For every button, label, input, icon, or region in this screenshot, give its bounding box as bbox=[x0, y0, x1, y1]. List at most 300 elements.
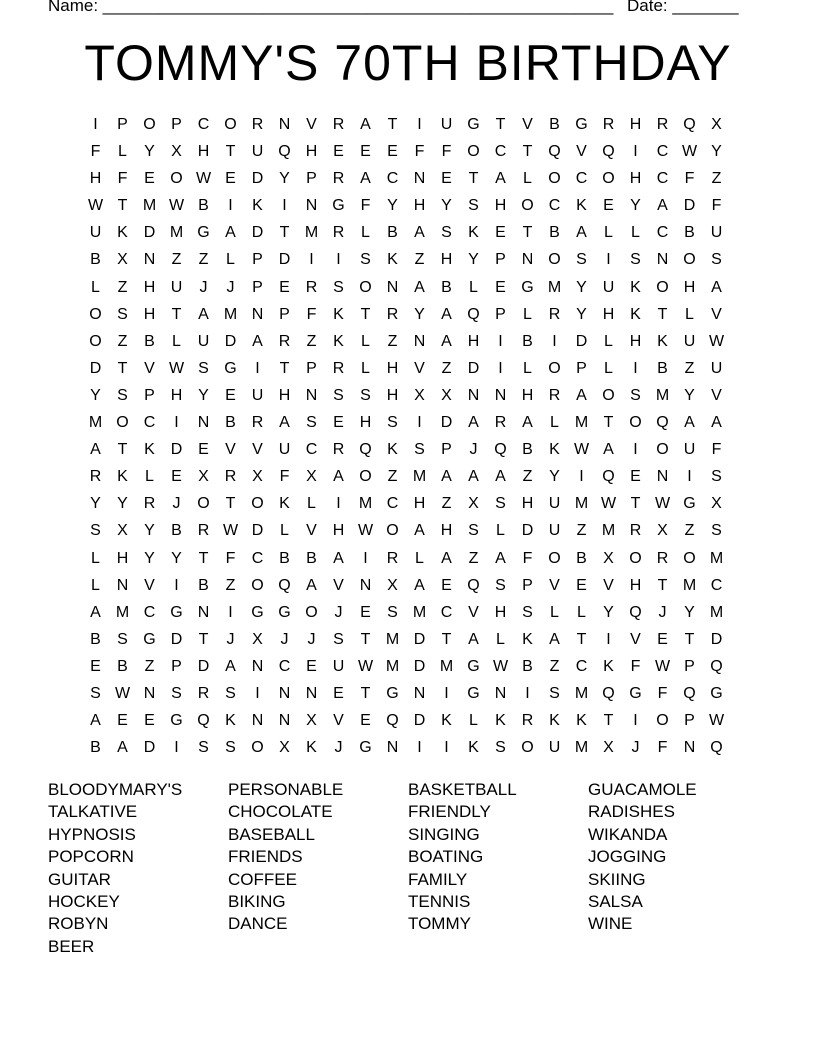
grid-letter[interactable]: P bbox=[495, 251, 506, 269]
grid-letter[interactable]: K bbox=[603, 657, 614, 675]
grid-letter[interactable]: D bbox=[440, 414, 453, 432]
grid-letter[interactable]: V bbox=[522, 116, 533, 133]
grid-letter[interactable]: S bbox=[198, 739, 209, 757]
grid-letter[interactable]: J bbox=[226, 278, 235, 296]
grid-letter[interactable]: A bbox=[576, 224, 587, 242]
grid-letter[interactable]: O bbox=[251, 576, 264, 594]
grid-letter[interactable]: S bbox=[468, 197, 479, 215]
grid-letter[interactable]: F bbox=[360, 197, 371, 215]
grid-letter[interactable]: N bbox=[521, 251, 534, 269]
grid-letter[interactable]: I bbox=[633, 359, 638, 377]
grid-letter[interactable]: Q bbox=[494, 441, 507, 459]
grid-letter[interactable]: V bbox=[468, 603, 479, 621]
grid-letter[interactable]: N bbox=[413, 684, 426, 702]
grid-letter[interactable]: X bbox=[252, 468, 263, 486]
grid-letter[interactable]: X bbox=[603, 549, 614, 567]
grid-letter[interactable]: Y bbox=[279, 170, 290, 188]
grid-letter[interactable]: O bbox=[521, 739, 534, 757]
grid-letter[interactable]: H bbox=[305, 143, 318, 161]
grid-letter[interactable]: W bbox=[168, 197, 185, 215]
grid-letter[interactable]: C bbox=[143, 414, 156, 432]
grid-letter[interactable]: A bbox=[225, 657, 236, 675]
grid-letter[interactable]: Z bbox=[225, 576, 236, 594]
grid-letter[interactable]: R bbox=[386, 549, 399, 567]
grid-letter[interactable]: T bbox=[360, 684, 371, 702]
grid-letter[interactable]: N bbox=[116, 576, 129, 594]
grid-letter[interactable]: A bbox=[441, 305, 452, 323]
grid-letter[interactable]: Q bbox=[386, 712, 399, 730]
grid-letter[interactable]: I bbox=[174, 739, 179, 757]
grid-letter[interactable]: J bbox=[280, 630, 289, 648]
grid-letter[interactable]: I bbox=[336, 495, 341, 513]
grid-letter[interactable]: S bbox=[225, 684, 236, 702]
grid-letter[interactable]: U bbox=[170, 278, 183, 296]
grid-letter[interactable]: I bbox=[687, 468, 692, 486]
grid-letter[interactable]: Q bbox=[548, 143, 561, 161]
grid-letter[interactable]: L bbox=[577, 603, 586, 621]
grid-letter[interactable]: F bbox=[279, 468, 290, 486]
grid-letter[interactable]: R bbox=[251, 414, 264, 432]
grid-letter[interactable]: X bbox=[171, 143, 182, 161]
grid-letter[interactable]: W bbox=[600, 495, 617, 513]
grid-letter[interactable]: W bbox=[195, 170, 212, 188]
grid-letter[interactable]: D bbox=[251, 224, 264, 242]
grid-letter[interactable]: R bbox=[305, 278, 318, 296]
grid-letter[interactable]: X bbox=[414, 386, 425, 404]
grid-letter[interactable]: M bbox=[574, 739, 589, 757]
grid-letter[interactable]: W bbox=[222, 522, 239, 540]
grid-letter[interactable]: S bbox=[333, 278, 344, 296]
grid-letter[interactable]: B bbox=[576, 549, 587, 567]
grid-letter[interactable]: H bbox=[521, 495, 534, 513]
grid-letter[interactable]: G bbox=[710, 684, 723, 702]
grid-letter[interactable]: A bbox=[414, 576, 425, 594]
grid-letter[interactable]: Q bbox=[629, 603, 642, 621]
grid-letter[interactable]: I bbox=[417, 414, 422, 432]
grid-letter[interactable]: I bbox=[174, 414, 179, 432]
grid-letter[interactable]: D bbox=[224, 332, 237, 350]
grid-letter[interactable]: M bbox=[655, 386, 670, 404]
grid-letter[interactable]: C bbox=[386, 170, 399, 188]
grid-letter[interactable]: A bbox=[90, 603, 101, 621]
grid-letter[interactable]: A bbox=[360, 116, 371, 133]
grid-letter[interactable]: N bbox=[278, 116, 291, 133]
grid-letter[interactable]: H bbox=[629, 332, 642, 350]
grid-letter[interactable]: A bbox=[711, 278, 722, 296]
grid-letter[interactable]: F bbox=[522, 549, 533, 567]
grid-letter[interactable]: P bbox=[441, 441, 452, 459]
grid-letter[interactable]: L bbox=[361, 359, 370, 377]
grid-letter[interactable]: M bbox=[304, 224, 319, 242]
grid-letter[interactable]: Y bbox=[198, 386, 209, 404]
grid-letter[interactable]: H bbox=[629, 170, 642, 188]
grid-letter[interactable]: E bbox=[495, 224, 506, 242]
grid-letter[interactable]: I bbox=[93, 116, 98, 133]
grid-letter[interactable]: D bbox=[413, 657, 426, 675]
grid-letter[interactable]: E bbox=[495, 278, 506, 296]
grid-letter[interactable]: U bbox=[197, 332, 210, 350]
grid-letter[interactable]: P bbox=[306, 359, 317, 377]
grid-letter[interactable]: U bbox=[683, 441, 696, 459]
grid-letter[interactable]: E bbox=[441, 576, 452, 594]
grid-letter[interactable]: L bbox=[496, 630, 505, 648]
grid-letter[interactable]: Z bbox=[198, 251, 209, 269]
grid-letter[interactable]: N bbox=[305, 684, 318, 702]
grid-letter[interactable]: M bbox=[412, 468, 427, 486]
grid-letter[interactable]: F bbox=[90, 143, 101, 161]
grid-letter[interactable]: P bbox=[252, 278, 263, 296]
grid-letter[interactable]: A bbox=[360, 170, 371, 188]
grid-letter[interactable]: X bbox=[306, 712, 317, 730]
grid-letter[interactable]: X bbox=[711, 495, 722, 513]
grid-letter[interactable]: V bbox=[711, 305, 722, 323]
grid-letter[interactable]: A bbox=[549, 630, 560, 648]
grid-letter[interactable]: V bbox=[252, 441, 263, 459]
grid-letter[interactable]: L bbox=[91, 278, 100, 296]
grid-letter[interactable]: S bbox=[630, 386, 641, 404]
grid-letter[interactable]: A bbox=[117, 739, 128, 757]
grid-letter[interactable]: A bbox=[414, 278, 425, 296]
grid-letter[interactable]: T bbox=[495, 116, 506, 133]
grid-letter[interactable]: I bbox=[417, 739, 422, 757]
grid-letter[interactable]: G bbox=[170, 712, 183, 730]
grid-letter[interactable]: T bbox=[468, 170, 479, 188]
grid-letter[interactable]: J bbox=[334, 739, 343, 757]
grid-letter[interactable]: L bbox=[469, 278, 478, 296]
grid-letter[interactable]: W bbox=[654, 495, 671, 513]
grid-letter[interactable]: P bbox=[279, 305, 290, 323]
grid-letter[interactable]: N bbox=[305, 197, 318, 215]
grid-letter[interactable]: P bbox=[576, 359, 587, 377]
grid-letter[interactable]: H bbox=[359, 414, 372, 432]
grid-letter[interactable]: H bbox=[440, 251, 453, 269]
grid-letter[interactable]: V bbox=[549, 576, 560, 594]
grid-letter[interactable]: S bbox=[360, 386, 371, 404]
grid-letter[interactable]: Z bbox=[117, 332, 128, 350]
grid-letter[interactable]: R bbox=[278, 332, 291, 350]
grid-letter[interactable]: B bbox=[522, 332, 533, 350]
name-field-label[interactable]: Name: ______________________________________________________ bbox=[48, 0, 614, 15]
grid-letter[interactable]: G bbox=[683, 495, 696, 513]
grid-letter[interactable]: L bbox=[172, 332, 181, 350]
grid-letter[interactable]: S bbox=[117, 386, 128, 404]
grid-letter[interactable]: B bbox=[198, 576, 209, 594]
grid-letter[interactable]: M bbox=[574, 684, 589, 702]
grid-letter[interactable]: N bbox=[494, 386, 507, 404]
grid-letter[interactable]: K bbox=[630, 278, 641, 296]
grid-letter[interactable]: T bbox=[117, 197, 128, 215]
grid-letter[interactable]: A bbox=[522, 414, 533, 432]
grid-letter[interactable]: Q bbox=[602, 468, 615, 486]
grid-letter[interactable]: T bbox=[387, 116, 398, 133]
grid-letter[interactable]: E bbox=[90, 657, 101, 675]
grid-letter[interactable]: E bbox=[306, 657, 317, 675]
grid-letter[interactable]: U bbox=[89, 224, 102, 242]
grid-letter[interactable]: C bbox=[386, 495, 399, 513]
grid-letter[interactable]: A bbox=[468, 468, 479, 486]
grid-letter[interactable]: F bbox=[306, 305, 317, 323]
grid-letter[interactable]: F bbox=[414, 143, 425, 161]
grid-letter[interactable]: X bbox=[387, 576, 398, 594]
grid-letter[interactable]: P bbox=[684, 712, 695, 730]
grid-letter[interactable]: I bbox=[498, 359, 503, 377]
grid-letter[interactable]: W bbox=[681, 143, 698, 161]
grid-letter[interactable]: K bbox=[117, 468, 128, 486]
grid-letter[interactable]: X bbox=[252, 630, 263, 648]
grid-letter[interactable]: I bbox=[444, 684, 449, 702]
grid-letter[interactable]: I bbox=[606, 630, 611, 648]
grid-letter[interactable]: D bbox=[197, 657, 210, 675]
grid-letter[interactable]: D bbox=[467, 359, 480, 377]
grid-letter[interactable]: N bbox=[197, 414, 210, 432]
grid-letter[interactable]: P bbox=[684, 657, 695, 675]
grid-letter[interactable]: O bbox=[467, 143, 480, 161]
grid-letter[interactable]: A bbox=[468, 414, 479, 432]
grid-letter[interactable]: I bbox=[579, 468, 584, 486]
grid-letter[interactable]: T bbox=[360, 630, 371, 648]
grid-letter[interactable]: E bbox=[360, 603, 371, 621]
grid-letter[interactable]: L bbox=[523, 170, 532, 188]
grid-letter[interactable]: N bbox=[251, 712, 264, 730]
grid-letter[interactable]: P bbox=[171, 657, 182, 675]
grid-letter[interactable]: Q bbox=[683, 116, 696, 133]
grid-letter[interactable]: X bbox=[468, 495, 479, 513]
grid-letter[interactable]: A bbox=[90, 441, 101, 459]
grid-letter[interactable]: M bbox=[223, 305, 238, 323]
grid-letter[interactable]: N bbox=[251, 305, 264, 323]
grid-letter[interactable]: B bbox=[144, 332, 155, 350]
grid-letter[interactable]: U bbox=[548, 522, 561, 540]
grid-letter[interactable]: V bbox=[711, 386, 722, 404]
grid-letter[interactable]: C bbox=[197, 116, 210, 133]
grid-letter[interactable]: I bbox=[309, 251, 314, 269]
grid-letter[interactable]: Z bbox=[576, 522, 587, 540]
grid-letter[interactable]: N bbox=[386, 739, 399, 757]
grid-letter[interactable]: O bbox=[656, 278, 669, 296]
grid-letter[interactable]: Z bbox=[144, 657, 155, 675]
grid-letter[interactable]: K bbox=[468, 224, 479, 242]
grid-letter[interactable]: N bbox=[251, 657, 264, 675]
grid-letter[interactable]: M bbox=[682, 576, 697, 594]
grid-letter[interactable]: R bbox=[332, 359, 345, 377]
grid-letter[interactable]: O bbox=[143, 116, 156, 133]
grid-letter[interactable]: L bbox=[550, 603, 559, 621]
grid-letter[interactable]: T bbox=[657, 305, 668, 323]
grid-letter[interactable]: J bbox=[469, 441, 478, 459]
grid-letter[interactable]: H bbox=[683, 278, 696, 296]
grid-letter[interactable]: B bbox=[306, 549, 317, 567]
grid-letter[interactable]: T bbox=[522, 143, 533, 161]
grid-letter[interactable]: Q bbox=[278, 143, 291, 161]
grid-letter[interactable]: R bbox=[332, 116, 345, 133]
grid-letter[interactable]: O bbox=[683, 549, 696, 567]
grid-letter[interactable]: D bbox=[251, 522, 264, 540]
grid-letter[interactable]: F bbox=[711, 441, 722, 459]
grid-letter[interactable]: M bbox=[439, 657, 454, 675]
grid-letter[interactable]: L bbox=[118, 143, 127, 161]
grid-letter[interactable]: Q bbox=[197, 712, 210, 730]
grid-letter[interactable]: H bbox=[143, 278, 156, 296]
grid-letter[interactable]: L bbox=[469, 712, 478, 730]
grid-letter[interactable]: D bbox=[251, 170, 264, 188]
grid-letter[interactable]: G bbox=[467, 684, 480, 702]
grid-letter[interactable]: Y bbox=[576, 278, 587, 296]
grid-letter[interactable]: E bbox=[333, 414, 344, 432]
grid-letter[interactable]: F bbox=[657, 739, 668, 757]
grid-letter[interactable]: J bbox=[631, 739, 640, 757]
grid-letter[interactable]: R bbox=[521, 712, 534, 730]
grid-letter[interactable]: H bbox=[89, 170, 102, 188]
grid-letter[interactable]: S bbox=[387, 414, 398, 432]
grid-letter[interactable]: I bbox=[525, 684, 530, 702]
grid-letter[interactable]: E bbox=[360, 712, 371, 730]
grid-letter[interactable]: S bbox=[441, 224, 452, 242]
grid-letter[interactable]: W bbox=[357, 522, 374, 540]
grid-letter[interactable]: N bbox=[656, 251, 669, 269]
grid-letter[interactable]: S bbox=[90, 684, 101, 702]
grid-letter[interactable]: Y bbox=[144, 549, 155, 567]
grid-letter[interactable]: L bbox=[226, 251, 235, 269]
grid-letter[interactable]: H bbox=[602, 305, 615, 323]
grid-letter[interactable]: O bbox=[251, 495, 264, 513]
grid-letter[interactable]: L bbox=[91, 576, 100, 594]
grid-letter[interactable]: K bbox=[549, 712, 560, 730]
grid-letter[interactable]: S bbox=[711, 468, 722, 486]
grid-letter[interactable]: Z bbox=[441, 495, 452, 513]
grid-letter[interactable]: Q bbox=[602, 143, 615, 161]
grid-letter[interactable]: B bbox=[279, 549, 290, 567]
grid-letter[interactable]: O bbox=[602, 170, 615, 188]
grid-letter[interactable]: O bbox=[359, 278, 372, 296]
grid-letter[interactable]: E bbox=[333, 143, 344, 161]
grid-letter[interactable]: R bbox=[89, 468, 102, 486]
grid-letter[interactable]: S bbox=[333, 630, 344, 648]
grid-letter[interactable]: A bbox=[495, 170, 506, 188]
grid-letter[interactable]: T bbox=[117, 441, 128, 459]
grid-letter[interactable]: S bbox=[117, 630, 128, 648]
grid-letter[interactable]: R bbox=[332, 224, 345, 242]
grid-letter[interactable]: C bbox=[548, 197, 561, 215]
grid-letter[interactable]: M bbox=[574, 414, 589, 432]
grid-letter[interactable]: X bbox=[117, 251, 128, 269]
grid-letter[interactable]: Y bbox=[441, 197, 452, 215]
grid-letter[interactable]: H bbox=[413, 197, 426, 215]
grid-letter[interactable]: M bbox=[709, 549, 724, 567]
grid-letter[interactable]: F bbox=[657, 684, 668, 702]
grid-letter[interactable]: W bbox=[708, 712, 725, 730]
grid-letter[interactable]: S bbox=[90, 522, 101, 540]
grid-letter[interactable]: E bbox=[333, 684, 344, 702]
grid-letter[interactable]: E bbox=[576, 576, 587, 594]
grid-letter[interactable]: Z bbox=[387, 332, 398, 350]
grid-letter[interactable]: A bbox=[414, 224, 425, 242]
grid-letter[interactable]: I bbox=[228, 603, 233, 621]
grid-letter[interactable]: L bbox=[415, 549, 424, 567]
grid-letter[interactable]: P bbox=[522, 576, 533, 594]
grid-letter[interactable]: H bbox=[629, 576, 642, 594]
grid-letter[interactable]: S bbox=[171, 684, 182, 702]
grid-letter[interactable]: M bbox=[385, 657, 400, 675]
grid-letter[interactable]: K bbox=[279, 495, 290, 513]
grid-letter[interactable]: O bbox=[548, 170, 561, 188]
grid-letter[interactable]: Y bbox=[711, 143, 722, 161]
grid-letter[interactable]: Q bbox=[656, 414, 669, 432]
grid-letter[interactable]: O bbox=[224, 116, 237, 133]
grid-letter[interactable]: G bbox=[467, 116, 480, 133]
grid-letter[interactable]: G bbox=[359, 739, 372, 757]
grid-letter[interactable]: E bbox=[603, 197, 614, 215]
grid-letter[interactable]: A bbox=[90, 712, 101, 730]
grid-letter[interactable]: B bbox=[90, 739, 101, 757]
grid-letter[interactable]: D bbox=[170, 441, 183, 459]
grid-letter[interactable]: A bbox=[252, 332, 263, 350]
grid-letter[interactable]: I bbox=[552, 332, 557, 350]
grid-letter[interactable]: M bbox=[358, 495, 373, 513]
grid-letter[interactable]: K bbox=[576, 712, 587, 730]
grid-letter[interactable]: C bbox=[656, 143, 669, 161]
grid-letter[interactable]: O bbox=[602, 386, 615, 404]
grid-letter[interactable]: V bbox=[225, 441, 236, 459]
grid-letter[interactable]: R bbox=[656, 549, 669, 567]
grid-letter[interactable]: B bbox=[522, 657, 533, 675]
grid-letter[interactable]: Q bbox=[710, 739, 723, 757]
grid-letter[interactable]: Z bbox=[549, 657, 560, 675]
grid-letter[interactable]: V bbox=[414, 359, 425, 377]
grid-letter[interactable]: Z bbox=[387, 468, 398, 486]
grid-letter[interactable]: N bbox=[683, 739, 696, 757]
grid-letter[interactable]: V bbox=[144, 359, 155, 377]
grid-letter[interactable]: Z bbox=[306, 332, 317, 350]
grid-letter[interactable]: I bbox=[174, 576, 179, 594]
grid-letter[interactable]: R bbox=[251, 116, 264, 133]
grid-letter[interactable]: M bbox=[142, 197, 157, 215]
grid-letter[interactable]: R bbox=[143, 495, 156, 513]
grid-letter[interactable]: K bbox=[387, 251, 398, 269]
grid-letter[interactable]: M bbox=[412, 603, 427, 621]
grid-letter[interactable]: T bbox=[279, 224, 290, 242]
grid-letter[interactable]: D bbox=[521, 522, 534, 540]
grid-letter[interactable]: E bbox=[360, 143, 371, 161]
grid-letter[interactable]: D bbox=[143, 224, 156, 242]
grid-letter[interactable]: W bbox=[654, 657, 671, 675]
grid-letter[interactable]: E bbox=[441, 170, 452, 188]
grid-letter[interactable]: L bbox=[307, 495, 316, 513]
grid-letter[interactable]: C bbox=[575, 657, 588, 675]
grid-letter[interactable]: I bbox=[417, 116, 422, 133]
grid-letter[interactable]: S bbox=[495, 576, 506, 594]
grid-letter[interactable]: U bbox=[251, 143, 264, 161]
grid-letter[interactable]: D bbox=[278, 251, 291, 269]
grid-letter[interactable]: K bbox=[495, 712, 506, 730]
grid-letter[interactable]: J bbox=[658, 603, 667, 621]
grid-letter[interactable]: L bbox=[361, 332, 370, 350]
grid-letter[interactable]: O bbox=[521, 197, 534, 215]
grid-letter[interactable]: F bbox=[117, 170, 128, 188]
grid-letter[interactable]: G bbox=[386, 684, 399, 702]
grid-letter[interactable]: L bbox=[361, 224, 370, 242]
grid-letter[interactable]: I bbox=[255, 684, 260, 702]
grid-letter[interactable]: I bbox=[606, 251, 611, 269]
grid-letter[interactable]: X bbox=[441, 386, 452, 404]
grid-letter[interactable]: A bbox=[279, 414, 290, 432]
grid-letter[interactable]: H bbox=[467, 332, 480, 350]
grid-letter[interactable]: F bbox=[711, 197, 722, 215]
grid-letter[interactable]: X bbox=[603, 739, 614, 757]
grid-letter[interactable]: D bbox=[710, 630, 723, 648]
grid-letter[interactable]: G bbox=[251, 603, 264, 621]
grid-letter[interactable]: Z bbox=[684, 522, 695, 540]
grid-letter[interactable]: E bbox=[117, 712, 128, 730]
